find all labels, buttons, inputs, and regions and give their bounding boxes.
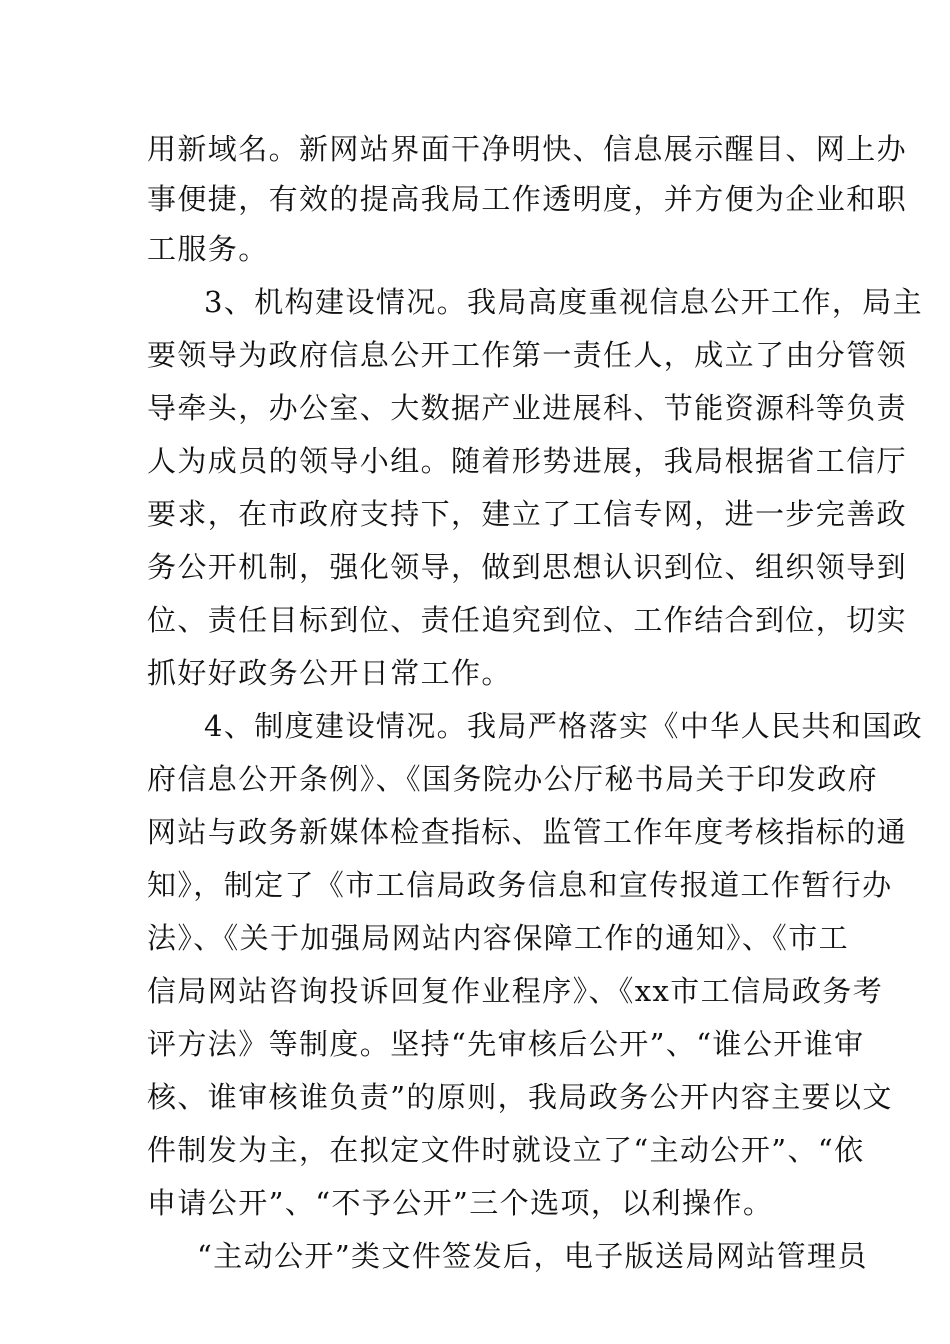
paragraph-start-line: “主动公开”类文件签发后，电子版送局网站管理员	[197, 1239, 868, 1273]
text-line: 人为成员的领导小组。随着形势进展，我局根据省工信厅	[147, 444, 908, 478]
text-line: 位、责任目标到位、责任追究到位、工作结合到位，切实	[147, 603, 908, 637]
text-line: 申请公开”、“不予公开”三个选项，以利操作。	[147, 1186, 774, 1220]
paragraph-start-line: 3、机构建设情况。我局高度重视信息公开工作，局主	[204, 285, 924, 319]
text-line: 要求，在市政府支持下，建立了工信专网，进一步完善政	[147, 497, 908, 531]
text-line: 用新域名。新网站界面干净明快、信息展示醒目、网上办	[147, 132, 908, 166]
text-line: 导牵头，办公室、大数据产业进展科、节能资源科等负责	[147, 391, 908, 425]
text-line: 务公开机制，强化领导，做到思想认识到位、组织领导到	[147, 550, 908, 584]
text-line: 抓好好政务公开日常工作。	[147, 656, 512, 690]
text-line: 评方法》等制度。坚持“先审核后公开”、“谁公开谁审	[147, 1027, 865, 1061]
text-line: 核、谁审核谁负责”的原则，我局政务公开内容主要以文	[147, 1080, 893, 1114]
text-line: 法》、《关于加强局网站内容保障工作的通知》、《市工	[147, 921, 850, 955]
text-line: 网站与政务新媒体检查指标、监管工作年度考核指标的通	[147, 815, 908, 849]
text-line: 信局网站咨询投诉回复作业程序》、《xx市工信局政务考	[147, 974, 884, 1008]
text-line: 府信息公开条例》、《国务院办公厅秘书局关于印发政府	[147, 762, 879, 796]
text-line: 件制发为主，在拟定文件时就设立了“主动公开”、“依	[147, 1133, 865, 1167]
paragraph-start-line: 4、制度建设情况。我局严格落实《中华人民共和国政	[204, 709, 924, 743]
text-line: 事便捷，有效的提高我局工作透明度，并方便为企业和职	[147, 182, 908, 216]
text-line: 要领导为政府信息公开工作第一责任人，成立了由分管领	[147, 338, 908, 372]
text-line: 工服务。	[147, 232, 269, 266]
text-line: 知》，制定了《市工信局政务信息和宣传报道工作暂行办	[147, 868, 893, 902]
